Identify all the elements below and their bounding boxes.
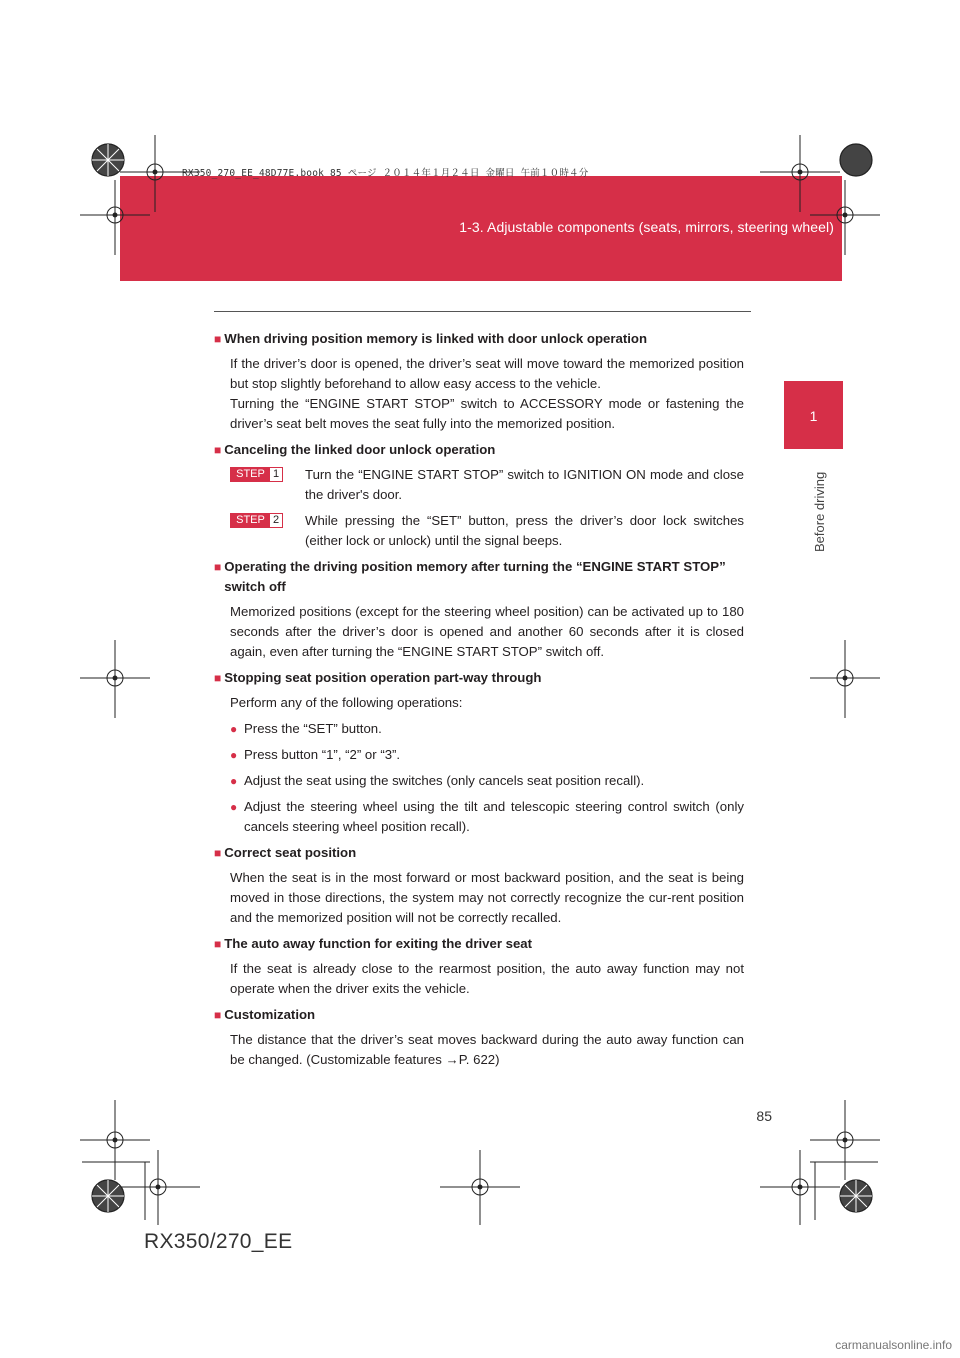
- section-heading: Stopping seat position operation part-way through: [224, 670, 542, 685]
- paragraph: Memorized positions (except for the steering wheel position) can be activated up to 180 seconds after the driver’s door is opened and another 60 seconds after it is closed again, even after turning the “ENGINE START STOP” switch off.: [230, 604, 744, 659]
- section-heading: The auto away function for exiting the driver seat: [224, 936, 533, 951]
- section-heading: Correct seat position: [224, 845, 357, 860]
- bullet-item: ● Press the “SET” button.: [230, 719, 744, 739]
- bullet-item: ● Adjust the seat using the switches (only cancels seat position recall).: [230, 771, 744, 791]
- section-heading: Customization: [224, 1007, 316, 1022]
- model-code: RX350/270_EE: [144, 1230, 293, 1253]
- bullet-item: ● Press button “1”, “2” or “3”.: [230, 745, 744, 765]
- circle-bullet-icon: ●: [230, 800, 238, 814]
- circle-bullet-icon: ●: [230, 722, 238, 736]
- step-number: 2: [272, 514, 280, 526]
- circle-bullet-icon: ●: [230, 774, 238, 788]
- paragraph: Perform any of the following operations:: [230, 695, 463, 710]
- section-heading: When driving position memory is linked with door unlock operation: [224, 331, 648, 346]
- step-text: Turn the “ENGINE START STOP” switch to IGNITION ON mode and close the driver's door.: [305, 467, 744, 502]
- page-number: 85: [756, 1108, 772, 1124]
- square-bullet-icon: ■: [214, 560, 222, 574]
- book-info-line: RX350_270_EE_48D77E.book 85 ページ ２０１４年１月２４日 金曜日 午前１０時４分: [182, 168, 589, 179]
- paragraph: If the driver’s door is opened, the driver’s seat will move toward the memorized position but stop slightly beforehand to allow easy access to the vehicle.: [230, 356, 744, 391]
- chapter-label: Before driving: [812, 471, 827, 552]
- square-bullet-icon: ■: [214, 937, 222, 951]
- section-heading: Operating the driving position memory after turning the “ENGINE START STOP” switch off: [224, 559, 726, 594]
- paragraph: If the seat is already close to the rearmost position, the auto away function may not operate when the driver exits the vehicle.: [230, 961, 744, 996]
- square-bullet-icon: ■: [214, 671, 222, 685]
- bullet-item: ● Adjust the steering wheel using the tilt and telescopic steering control switch (only cancels steering wheel position recall).: [230, 797, 744, 837]
- step-label: STEP: [231, 468, 270, 481]
- chapter-number: 1: [809, 408, 818, 424]
- square-bullet-icon: ■: [214, 443, 222, 457]
- paragraph: Turning the “ENGINE START STOP” switch to ACCESSORY mode or fastening the driver’s seat belt moves the seat fully into the memorized position.: [230, 396, 744, 431]
- square-bullet-icon: ■: [214, 1008, 222, 1022]
- section-heading: Canceling the linked door unlock operation: [224, 442, 496, 457]
- watermark-url: carmanualsonline.info: [835, 1338, 952, 1352]
- paragraph: The distance that the driver’s seat moves backward during the auto away function can be changed. (Customizable features →P. 622): [230, 1032, 744, 1067]
- square-bullet-icon: ■: [214, 332, 222, 346]
- square-bullet-icon: ■: [214, 846, 222, 860]
- step-number: 1: [272, 468, 280, 480]
- step-text: While pressing the “SET” button, press the driver’s door lock switches (either lock or unlock) until the signal beeps.: [305, 513, 744, 548]
- step-label: STEP: [231, 514, 270, 527]
- section-title: 1-3. Adjustable components (seats, mirrors, steering wheel): [459, 219, 834, 235]
- circle-bullet-icon: ●: [230, 748, 238, 762]
- paragraph: When the seat is in the most forward or most backward position, and the seat is being moved in those directions, the system may not correctly recognize the cur-rent position and the memorized position will not be correctly recalled.: [230, 870, 744, 925]
